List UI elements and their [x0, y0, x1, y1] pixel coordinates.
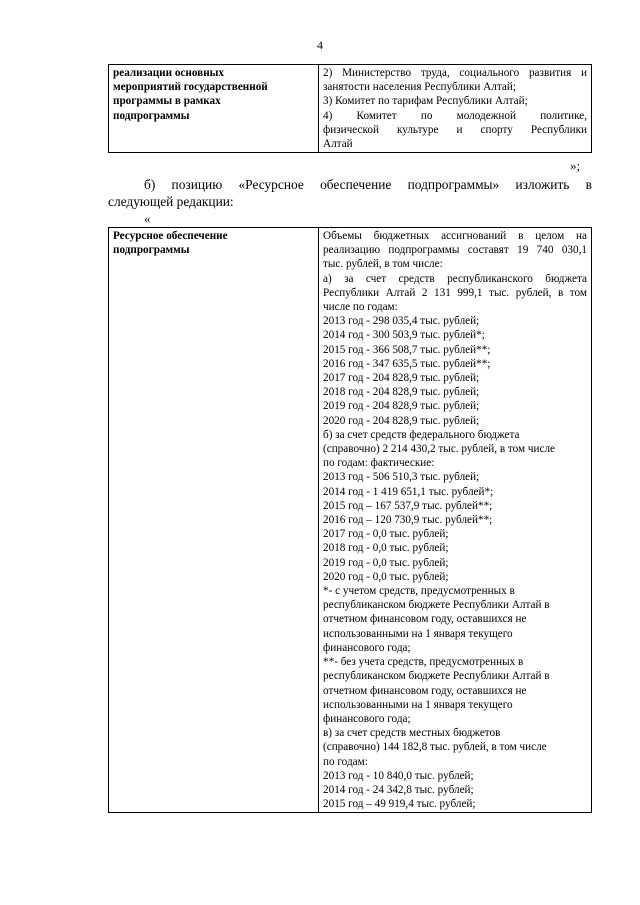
- value-line: 2018 год - 0,0 тыс. рублей;: [323, 542, 449, 555]
- value-line: 3) Комитет по тарифам Республики Алтай;: [323, 95, 528, 108]
- resource-provision-table: [108, 227, 592, 813]
- row-label-cell: [109, 228, 319, 813]
- value-line: Республики Алтай 2 131 999,1 тыс. рублей, в том: [323, 286, 587, 299]
- value-line: использованными на 1 января текущего: [323, 627, 513, 640]
- value-line: (справочно) 2 214 430,2 тыс. рублей, в том числе: [323, 443, 556, 456]
- value-line: 2014 год - 300 503,9 тыс. рублей*;: [323, 329, 485, 342]
- value-line: реализацию подпрограммы составят 19 740 030,1: [323, 244, 587, 257]
- value-line: числе по годам:: [323, 301, 398, 314]
- value-line: 2015 год - 366 508,7 тыс. рублей**;: [323, 343, 491, 356]
- value-line: 2016 год – 120 730,9 тыс. рублей**;: [323, 514, 493, 527]
- value-line: использованными на 1 января текущего: [323, 698, 513, 711]
- value-line: Объемы бюджетных ассигнований в целом на: [323, 230, 587, 242]
- paragraph-line: б) позицию «Ресурсное обеспечение подпрограммы» изложить в: [144, 177, 592, 192]
- value-line: 2) Министерство труда, социального развития и: [323, 67, 587, 79]
- value-line: республиканском бюджете Республики Алтай в: [323, 670, 550, 683]
- value-line: физической культуре и спорту Республики: [323, 123, 587, 136]
- value-line: 2017 год - 204 828,9 тыс. рублей;: [323, 372, 480, 385]
- value-line: *- с учетом средств, предусмотренных в: [323, 585, 515, 598]
- value-line: в) за счет средств местных бюджетов: [323, 727, 501, 740]
- value-line: 2015 год – 167 537,9 тыс. рублей**;: [323, 499, 493, 512]
- value-line: 2014 год - 24 342,8 тыс. рублей;: [323, 783, 474, 796]
- value-line: отчетном финансовом году, оставшихся не: [323, 613, 527, 626]
- value-line: финансового года;: [323, 712, 411, 725]
- value-line: б) за счет средств федерального бюджета: [323, 428, 520, 441]
- value-line: 2013 год - 506 510,3 тыс. рублей;: [323, 471, 480, 484]
- value-line: 2013 год - 298 035,4 тыс. рублей;: [323, 315, 480, 328]
- value-line: отчетном финансовом году, оставшихся не: [323, 684, 527, 697]
- value-line: 2015 год – 49 919,4 тыс. рублей;: [323, 798, 476, 811]
- value-line: финансового года;: [323, 641, 411, 654]
- table-row: [109, 65, 592, 153]
- row-label-cell: [109, 65, 319, 153]
- closing-quote: »;: [570, 158, 581, 173]
- label-line: мероприятий государственной: [113, 81, 268, 94]
- row-value-cell: [319, 65, 592, 153]
- value-line: (справочно) 144 182,8 тыс. рублей, в том числе: [323, 741, 547, 754]
- value-line: Алтай: [323, 138, 353, 151]
- responsible-executors-table: [108, 64, 592, 153]
- paragraph-line: следующей редакции:: [108, 194, 234, 209]
- label-line: Ресурсное обеспечение: [113, 230, 228, 242]
- value-line: **- без учета средств, предусмотренных в: [323, 656, 524, 669]
- value-line: тыс. рублей, в том числе:: [323, 258, 443, 271]
- value-line: по годам:: [323, 755, 368, 768]
- value-line: 2013 год - 10 840,0 тыс. рублей;: [323, 769, 474, 782]
- value-line: занятости населения Республики Алтай;: [323, 81, 516, 94]
- row-value-cell: [319, 228, 592, 813]
- value-line: 2020 год - 204 828,9 тыс. рублей;: [323, 414, 480, 427]
- value-line: 2014 год - 1 419 651,1 тыс. рублей*;: [323, 485, 494, 498]
- label-line: подпрограммы: [113, 109, 190, 122]
- table-row: [109, 228, 592, 813]
- value-line: 2016 год - 347 635,5 тыс. рублей**;: [323, 357, 491, 370]
- amendment-paragraph: [108, 176, 592, 210]
- value-line: 4) Комитет по молодежной политике,: [323, 109, 587, 122]
- value-line: по годам: фактические:: [323, 457, 435, 470]
- value-line: 2019 год - 204 828,9 тыс. рублей;: [323, 400, 480, 413]
- label-line: реализации основных: [113, 67, 224, 79]
- label-line: программы в рамках: [113, 95, 221, 108]
- value-line: а) за счет средств республиканского бюджета: [323, 272, 587, 285]
- value-line: 2020 год - 0,0 тыс. рублей;: [323, 570, 449, 583]
- label-line: подпрограммы: [113, 244, 190, 257]
- value-line: 2017 год - 0,0 тыс. рублей;: [323, 528, 449, 541]
- value-line: республиканском бюджете Республики Алтай в: [323, 599, 550, 612]
- value-line: 2019 год - 0,0 тыс. рублей;: [323, 556, 449, 569]
- value-line: 2018 год - 204 828,9 тыс. рублей;: [323, 386, 480, 399]
- opening-quote: «: [144, 211, 151, 226]
- page-number: 4: [317, 38, 323, 52]
